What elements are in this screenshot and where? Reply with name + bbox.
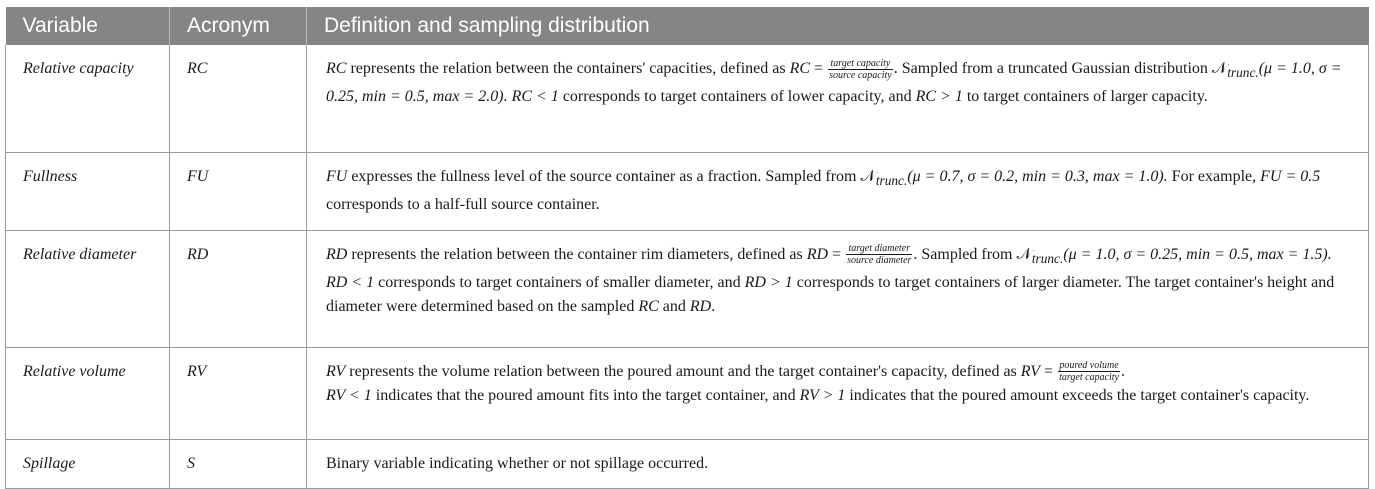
def-text: (μ = 1.0, σ = 0.25, min = 0.5, max = 2.0). — [326, 60, 1342, 106]
acronym-cell: RD — [170, 230, 307, 347]
acronym-cell: RV — [170, 347, 307, 439]
def-text: . — [711, 297, 716, 315]
header-row — [6, 7, 1369, 45]
def-text: RC — [789, 60, 811, 77]
definition-cell — [307, 347, 1369, 439]
def-text: represents the relation between the container rim diameters, defined as — [347, 245, 807, 263]
definition-cell: Binary variable indicating whether or not spillage occurred. — [307, 439, 1369, 488]
fraction — [828, 58, 893, 81]
def-text: RD — [326, 245, 348, 263]
fraction-denominator: source capacity — [829, 69, 892, 81]
def-text: RC — [326, 60, 347, 77]
def-subscript: trunc. — [1031, 250, 1064, 266]
fraction-numerator: target capacity — [828, 58, 893, 70]
acronym-cell: FU — [170, 152, 307, 230]
def-text: RD — [689, 297, 712, 315]
header-acronym: Acronym — [170, 7, 307, 45]
variable-cell: Relative diameter — [6, 230, 170, 347]
def-text: (μ = 1.0, σ = 0.25, min = 0.5, max = 1.5). — [1063, 245, 1332, 263]
variables-table — [5, 7, 1369, 489]
variable-cell: Spillage — [6, 439, 170, 488]
def-text: = — [1040, 362, 1058, 380]
def-text: = — [828, 245, 846, 263]
def-text: to target containers of larger capacity. — [962, 88, 1208, 106]
table-row — [6, 439, 1369, 488]
acronym-cell: S — [170, 439, 307, 488]
def-text: corresponds to a half-full source container. — [326, 195, 600, 213]
def-text: = — [810, 60, 828, 77]
table-row — [6, 230, 1369, 347]
definition-cell — [307, 230, 1369, 347]
def-text: FU = 0.5 — [1260, 167, 1321, 185]
fraction-denominator: source diameter — [847, 255, 912, 267]
fraction-numerator: target diameter — [846, 243, 912, 255]
def-subscript: trunc. — [1227, 65, 1259, 81]
definition-cell — [307, 152, 1369, 230]
definition-cell — [307, 45, 1369, 152]
def-text: represents the volume relation between the poured amount and the target container's capacity, defined as — [345, 362, 1021, 380]
fraction-numerator: poured volume — [1059, 360, 1119, 372]
def-text: RC > 1 — [915, 88, 963, 106]
def-text: represents the relation between the containers' capacities, defined as — [346, 60, 790, 77]
def-text: For example, — [1167, 167, 1261, 185]
variable-cell: Relative capacity — [6, 45, 170, 152]
def-text: FU — [326, 167, 348, 185]
def-subscript: trunc. — [875, 172, 908, 188]
def-text: 𝒩 — [1016, 245, 1032, 263]
def-text: . — [1120, 362, 1125, 380]
def-text: indicates that the poured amount exceeds the target container's capacity. — [845, 386, 1310, 404]
acronym-cell: RC — [170, 45, 307, 152]
table-row — [6, 45, 1369, 152]
def-text: RV — [326, 362, 346, 380]
fraction-denominator: target capacity — [1059, 372, 1119, 384]
def-text: and — [658, 297, 690, 315]
def-text: RD < 1 — [326, 273, 375, 291]
def-text: corresponds to target containers of smaller diameter, and — [374, 273, 745, 291]
def-text: corresponds to target containers of lower capacity, and — [558, 88, 916, 106]
fraction — [1058, 360, 1120, 383]
def-text: RV < 1 — [326, 386, 372, 404]
def-text: RC < 1 — [511, 88, 559, 106]
table-row — [6, 152, 1369, 230]
def-text: RD — [806, 245, 829, 263]
header-variable: Variable — [6, 7, 170, 45]
def-text: RC — [638, 297, 659, 315]
table-row — [6, 347, 1369, 439]
variable-cell: Fullness — [6, 152, 170, 230]
variable-cell: Relative volume — [6, 347, 170, 439]
def-text: RV > 1 — [799, 386, 846, 404]
def-text: . Sampled from a truncated Gaussian distribution 𝒩 — [893, 60, 1228, 77]
def-text: indicates that the poured amount fits into the target container, and — [371, 386, 800, 404]
fraction — [846, 243, 912, 266]
def-text: . Sampled from — [913, 245, 1017, 263]
header-definition: Definition and sampling distribution — [324, 14, 650, 37]
def-text: expresses the fullness level of the source container as a fraction. Sampled from 𝒩 — [347, 167, 876, 185]
def-text: RD > 1 — [744, 273, 793, 291]
def-text: RV — [1020, 362, 1041, 380]
def-text: corresponds to target containers of larger diameter. The target container's height and diameter were determined based on the sampled — [326, 273, 1335, 315]
def-text: (μ = 0.7, σ = 0.2, min = 0.3, max = 1.0). — [907, 167, 1168, 185]
